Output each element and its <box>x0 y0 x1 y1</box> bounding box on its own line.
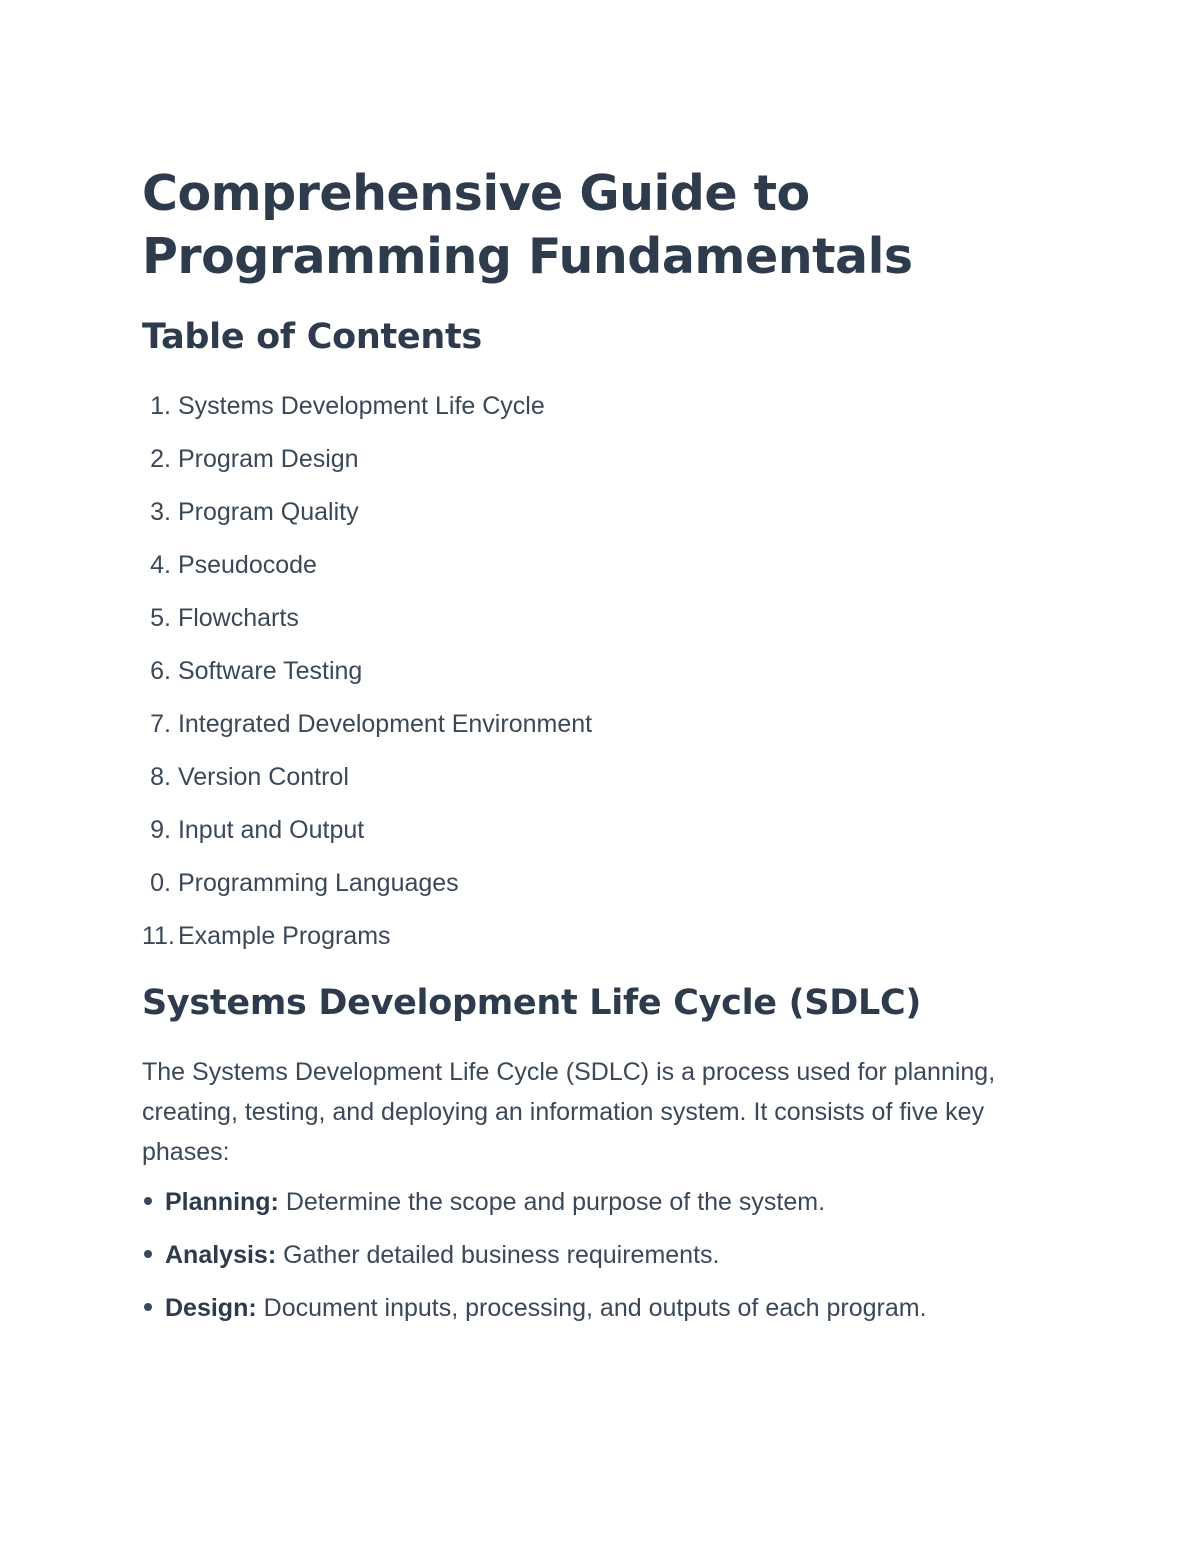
sdlc-intro-paragraph: The Systems Development Life Cycle (SDLC) is a process used for planning, creating, testing, and deploying an information system. It consists of five key phases: <box>142 1058 996 1166</box>
toc-item-label: Programming Languages <box>177 869 459 897</box>
toc-item-number: 1. <box>150 392 171 420</box>
list-item <box>142 1184 1062 1237</box>
bullet-icon <box>144 1250 152 1258</box>
toc-item[interactable] <box>142 653 1042 706</box>
toc-item-label: Program Quality <box>177 498 359 526</box>
phase-term: Planning: <box>165 1188 279 1216</box>
toc-item-number: 0. <box>150 869 171 897</box>
toc-item[interactable] <box>142 600 1042 653</box>
toc-item-number: 6. <box>150 657 171 685</box>
toc-item-number: 8. <box>150 763 171 791</box>
toc-item-label: Systems Development Life Cycle <box>177 392 545 420</box>
phase-term: Design: <box>165 1294 257 1322</box>
toc-item-number: 3. <box>150 498 171 526</box>
toc-item-number: 7. <box>150 710 171 738</box>
sdlc-phase-list <box>142 1184 1062 1343</box>
toc-item[interactable] <box>142 706 1042 759</box>
toc-item-label: Software Testing <box>177 657 363 685</box>
toc-item-number: 11. <box>142 922 175 950</box>
toc-item[interactable] <box>142 759 1042 812</box>
toc-item-number: 4. <box>150 551 171 579</box>
toc-heading: Table of Contents <box>142 317 482 357</box>
section-heading-sdlc: Systems Development Life Cycle (SDLC) <box>142 983 922 1023</box>
toc-item-label: Integrated Development Environment <box>177 710 593 738</box>
toc-item[interactable] <box>142 918 1042 971</box>
toc-item[interactable] <box>142 441 1042 494</box>
list-item <box>142 1237 1062 1290</box>
phase-description: Gather detailed business requirements. <box>276 1241 720 1269</box>
toc-item-number: 9. <box>150 816 171 844</box>
toc-item[interactable] <box>142 547 1042 600</box>
toc-item-number: 2. <box>150 445 171 473</box>
toc-item[interactable] <box>142 812 1042 865</box>
toc-item[interactable] <box>142 388 1042 441</box>
toc-item-label: Version Control <box>177 763 349 791</box>
toc-item[interactable] <box>142 865 1042 918</box>
toc-item-number: 5. <box>150 604 171 632</box>
phase-description: Determine the scope and purpose of the system. <box>278 1188 826 1216</box>
toc-item[interactable] <box>142 494 1042 547</box>
table-of-contents <box>142 388 1042 971</box>
toc-item-label: Example Programs <box>177 922 391 950</box>
bullet-icon <box>144 1197 152 1205</box>
toc-item-label: Input and Output <box>177 816 365 844</box>
toc-item-label: Flowcharts <box>177 604 299 632</box>
toc-item-label: Pseudocode <box>177 551 317 579</box>
phase-description: Document inputs, processing, and outputs of each program. <box>256 1294 927 1322</box>
document-title: Comprehensive Guide to Programming Fundamentals <box>142 165 913 285</box>
list-item <box>142 1290 1062 1343</box>
phase-term: Analysis: <box>165 1241 277 1269</box>
bullet-icon <box>144 1303 152 1311</box>
toc-item-label: Program Design <box>177 445 359 473</box>
